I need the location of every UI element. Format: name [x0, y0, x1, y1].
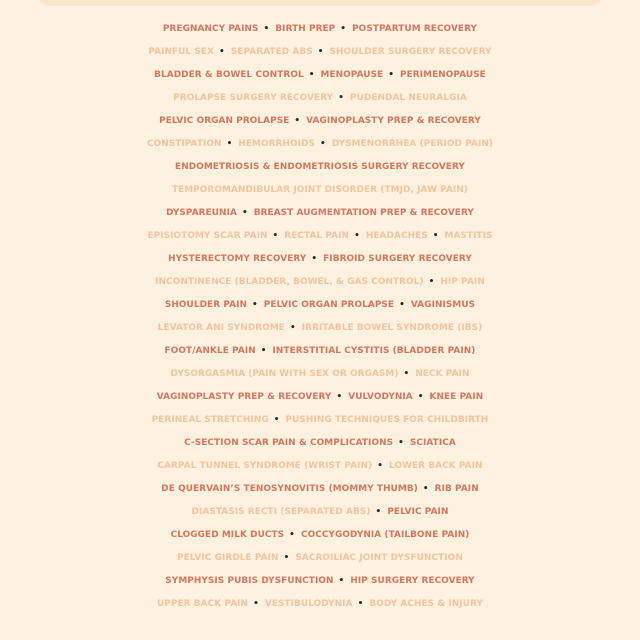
bullet-separator: •: [398, 438, 404, 448]
bullet-separator: •: [311, 254, 318, 264]
condition-item: PELVIC GIRDLE PAIN: [177, 553, 279, 563]
condition-line: [0, 409, 640, 432]
condition-item: VAGINISMUS: [410, 300, 476, 310]
condition-item: CARPAL TUNNEL SYNDROME (WRIST PAIN): [157, 461, 373, 471]
condition-item: HIP PAIN: [440, 277, 485, 287]
bullet-separator: •: [241, 208, 248, 218]
condition-item: TEMPOROMANDIBULAR JOINT DISORDER (TMJD, JAW PAIN): [171, 185, 469, 195]
condition-item: POSTPARTUM RECOVERY: [352, 24, 478, 34]
condition-item: BLADDER & BOWEL CONTROL: [154, 70, 304, 80]
condition-line: [0, 386, 640, 409]
condition-item: BIRTH PREP: [275, 24, 336, 34]
condition-item: PERINEAL STRETCHING: [151, 415, 269, 425]
bullet-separator: •: [399, 300, 405, 310]
condition-line: [0, 202, 640, 225]
condition-line: [0, 18, 640, 41]
condition-item: PELVIC ORGAN PROLAPSE: [159, 116, 290, 126]
bullet-separator: •: [294, 116, 301, 126]
condition-item: PUSHING TECHNIQUES FOR CHILDBIRTH: [285, 415, 489, 425]
condition-item: PELVIC ORGAN PROLAPSE: [263, 300, 395, 310]
condition-item: PROLAPSE SURGERY RECOVERY: [173, 93, 334, 103]
bullet-separator: •: [260, 346, 267, 356]
condition-item: C-SECTION SCAR PAIN & COMPLICATIONS: [184, 438, 394, 448]
condition-line: [0, 133, 640, 156]
condition-item: HEADACHES: [365, 231, 428, 241]
condition-line: [0, 87, 640, 110]
condition-item: PAINFUL SEX: [148, 47, 215, 57]
bullet-separator: •: [289, 323, 296, 333]
bullet-separator: •: [320, 139, 326, 149]
condition-item: PUDENDAL NEURALGIA: [349, 93, 467, 103]
bullet-separator: •: [354, 231, 360, 241]
condition-item: IRRITABLE BOWEL SYNDROME (IBS): [301, 323, 483, 333]
condition-line: [0, 317, 640, 340]
bullet-separator: •: [357, 599, 364, 609]
condition-item: CONSTIPATION: [146, 139, 222, 149]
bullet-separator: •: [377, 461, 383, 471]
condition-item: HEMORRHOIDS: [238, 139, 316, 149]
condition-line: [0, 64, 640, 87]
condition-line: [0, 432, 640, 455]
condition-item: FIBROID SURGERY RECOVERY: [323, 254, 472, 264]
condition-item: DYSMENORRHEA (PERIOD PAIN): [331, 139, 494, 149]
condition-line: [0, 248, 640, 271]
condition-item: KNEE PAIN: [429, 392, 484, 402]
condition-line: [0, 524, 640, 547]
condition-item: CLOGGED MILK DUCTS: [170, 530, 285, 540]
condition-item: MENOPAUSE: [320, 70, 384, 80]
condition-item: RIB PAIN: [434, 484, 479, 494]
bullet-separator: •: [283, 553, 290, 563]
condition-item: PREGNANCY PAINS: [162, 24, 259, 34]
condition-line: [0, 294, 640, 317]
bullet-separator: •: [422, 484, 429, 494]
condition-item: ENDOMETRIOSIS & ENDOMETRIOSIS SURGERY RECOVERY: [175, 162, 465, 172]
condition-item: SEPARATED ABS: [230, 47, 313, 57]
condition-item: MASTITIS: [444, 231, 493, 241]
condition-item: UPPER BACK PAIN: [156, 599, 249, 609]
condition-line: [0, 570, 640, 593]
condition-item: LEVATOR ANI SYNDROME: [157, 323, 285, 333]
bullet-separator: •: [308, 70, 315, 80]
bullet-separator: •: [289, 530, 295, 540]
condition-item: HIP SURGERY RECOVERY: [350, 576, 475, 586]
condition-line: [0, 593, 640, 616]
bullet-separator: •: [263, 24, 270, 34]
bullet-separator: •: [338, 576, 345, 586]
condition-item: SHOULDER PAIN: [164, 300, 248, 310]
header-tab: [36, 0, 604, 6]
condition-line: [0, 41, 640, 64]
bullet-separator: •: [432, 231, 439, 241]
conditions-list: [0, 18, 640, 616]
bullet-separator: •: [252, 300, 258, 310]
condition-item: EPISIOTOMY SCAR PAIN: [147, 231, 268, 241]
condition-line: [0, 455, 640, 478]
condition-line: [0, 340, 640, 363]
bullet-separator: •: [317, 47, 324, 57]
condition-item: SACROILIAC JOINT DYSFUNCTION: [295, 553, 463, 563]
condition-item: VESTIBULODYNIA: [264, 599, 353, 609]
bullet-separator: •: [417, 392, 424, 402]
bullet-separator: •: [388, 70, 395, 80]
condition-item: BREAST AUGMENTATION PREP & RECOVERY: [253, 208, 474, 218]
condition-item: LOWER BACK PAIN: [389, 461, 483, 471]
condition-item: INTERSTITIAL CYSTITIS (BLADDER PAIN): [272, 346, 476, 356]
condition-item: RECTAL PAIN: [284, 231, 350, 241]
condition-item: DYSORGASMIA (PAIN WITH SEX OR ORGASM): [170, 369, 399, 379]
condition-item: NECK PAIN: [415, 369, 470, 379]
bullet-separator: •: [403, 369, 410, 379]
bullet-separator: •: [226, 139, 233, 149]
condition-item: DIASTASIS RECTI (SEPARATED ABS): [191, 507, 371, 517]
condition-item: VAGINOPLASTY PREP & RECOVERY: [156, 392, 332, 402]
condition-item: FOOT/ANKLE PAIN: [164, 346, 256, 356]
condition-item: PERIMENOPAUSE: [400, 70, 486, 80]
condition-item: DE QUERVAIN’S TENOSYNOVITIS (MOMMY THUMB): [161, 484, 418, 494]
condition-item: DYSPAREUNIA: [166, 208, 237, 218]
bullet-separator: •: [336, 392, 343, 402]
bullet-separator: •: [428, 277, 435, 287]
condition-item: PELVIC PAIN: [387, 507, 449, 517]
condition-line: [0, 547, 640, 570]
bullet-separator: •: [219, 47, 225, 57]
condition-line: [0, 478, 640, 501]
condition-line: [0, 363, 640, 386]
bullet-separator: •: [375, 507, 382, 517]
condition-item: HYSTERECTOMY RECOVERY: [168, 254, 307, 264]
bullet-separator: •: [340, 24, 347, 34]
condition-line: [0, 501, 640, 524]
condition-item: SYMPHYSIS PUBIS DYSFUNCTION: [165, 576, 334, 586]
bullet-separator: •: [253, 599, 259, 609]
condition-line: [0, 179, 640, 202]
condition-line: [0, 110, 640, 133]
bullet-separator: •: [338, 93, 344, 103]
bullet-separator: •: [273, 415, 280, 425]
condition-item: SCIATICA: [409, 438, 456, 448]
condition-line: [0, 225, 640, 248]
bullet-separator: •: [272, 231, 279, 241]
condition-item: COCCYGODYNIA (TAILBONE PAIN): [300, 530, 470, 540]
condition-item: SHOULDER SURGERY RECOVERY: [329, 47, 492, 57]
condition-item: INCONTINENCE (BLADDER, BOWEL, & GAS CONTROL): [155, 277, 424, 287]
condition-item: BODY ACHES & INJURY: [369, 599, 483, 609]
condition-line: [0, 156, 640, 179]
condition-item: VULVODYNIA: [348, 392, 413, 402]
condition-item: VAGINOPLASTY PREP & RECOVERY: [306, 116, 481, 126]
condition-line: [0, 271, 640, 294]
